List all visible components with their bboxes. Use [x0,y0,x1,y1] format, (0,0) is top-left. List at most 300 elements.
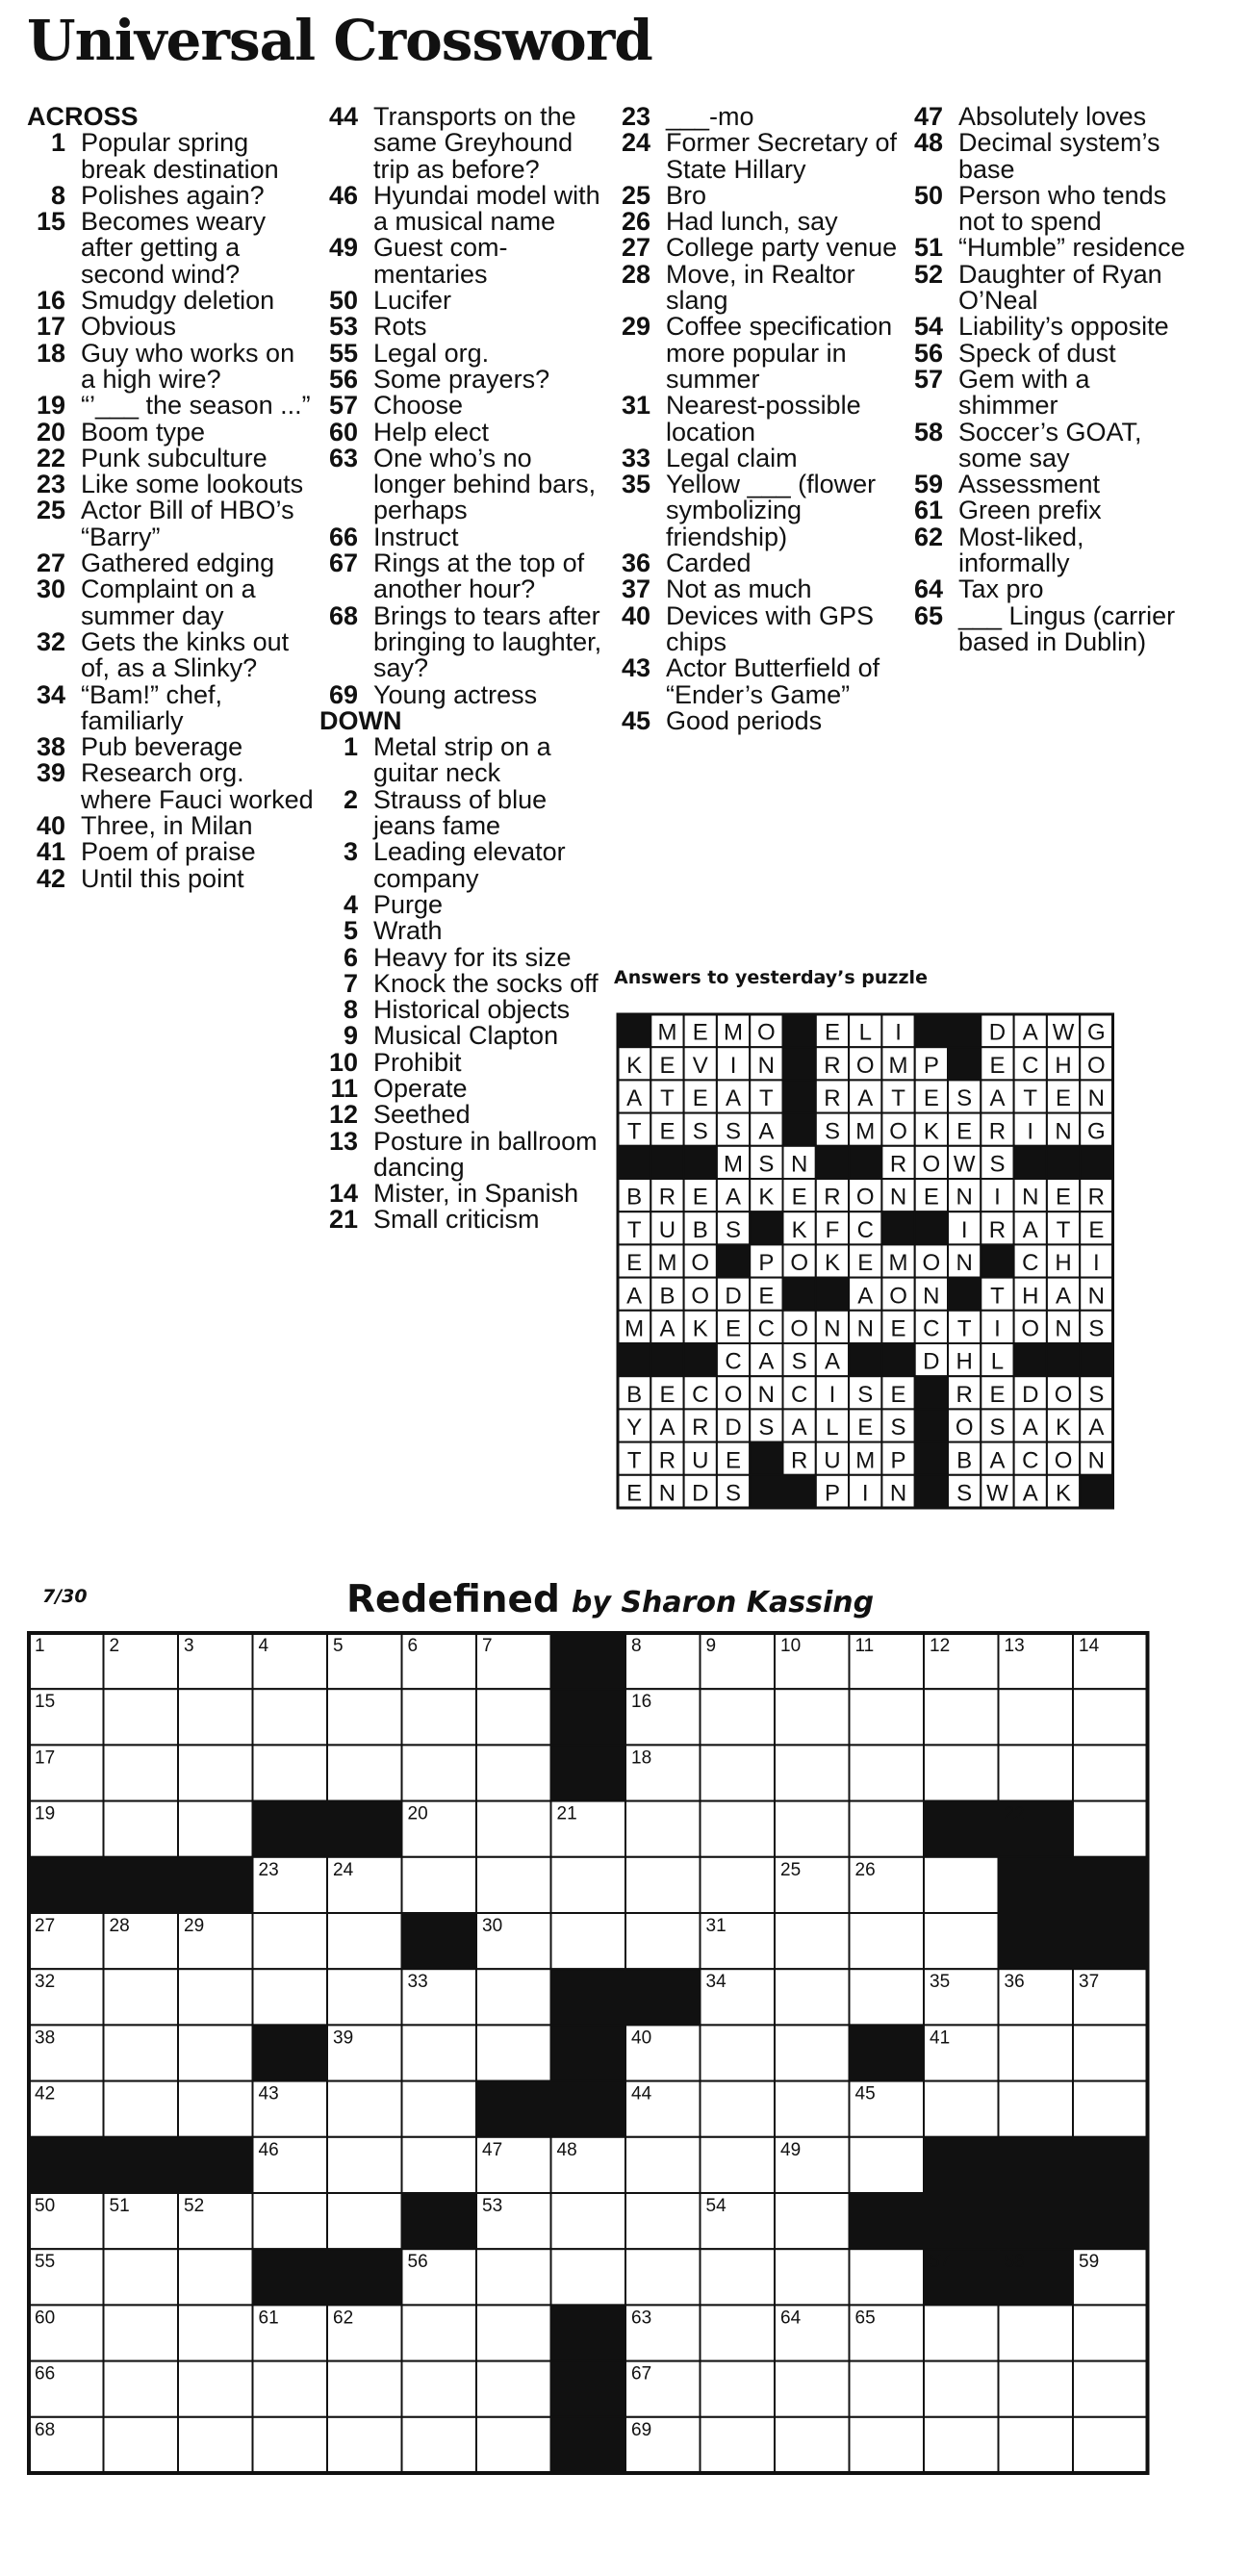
grid-cell[interactable] [402,2305,477,2360]
answer-letter: O [691,1250,710,1277]
clue-text: Legal org. [373,338,490,368]
down-clue-21[interactable] [319,1207,608,1233]
down-clue-61[interactable] [905,497,1193,523]
answer-letter: N [1087,1447,1106,1474]
answer-letter: O [855,1052,875,1079]
grid-cell[interactable] [701,2417,776,2473]
cell-number: 8 [631,1636,642,1656]
clue-column-3 [612,104,901,734]
grid-cell[interactable] [1073,2361,1148,2417]
answer-letter: S [692,1118,708,1145]
cell-number: 3 [184,1636,194,1656]
grid-cell[interactable] [999,2305,1074,2360]
clue-text: Liability’s opposite [958,312,1169,342]
black-square [924,1801,999,1857]
down-clue-14[interactable] [319,1181,608,1207]
cell-number: 65 [854,2308,876,2329]
grid-cell[interactable] [104,1689,179,1745]
cell-number: 69 [631,2419,652,2440]
grid-cell[interactable] [701,1801,776,1857]
down-clue-64[interactable] [905,576,1193,602]
clue-column-4 [905,104,1193,655]
grid-cell[interactable] [476,2417,551,2473]
grid-cell[interactable] [924,2417,999,2473]
across-clue-55[interactable] [319,338,608,368]
grid-cell[interactable] [104,2081,179,2137]
across-clue-22[interactable] [27,443,316,472]
clue-number: 25 [621,180,650,210]
grid-cell[interactable] [476,2305,551,2360]
across-clue-44[interactable] [319,104,608,183]
across-clue-42[interactable] [27,863,316,893]
down-clue-47[interactable] [905,104,1193,130]
grid-cell[interactable] [178,2025,253,2080]
across-clue-32[interactable] [27,626,316,683]
down-clue-1[interactable] [319,734,608,787]
across-clue-25[interactable] [27,497,316,550]
answer-letter: S [989,1151,1006,1178]
grid-cell[interactable] [402,2081,477,2137]
grid-cell[interactable] [999,2081,1074,2137]
grid-cell[interactable] [850,1689,925,1745]
answers-heading: Answers to yesterday’s puzzle [614,967,928,988]
grid-cell[interactable] [701,1689,776,1745]
answer-letter: D [988,1019,1007,1046]
grid-cell[interactable] [625,1801,701,1857]
clue-text: Hyundai model with a musical name [373,180,600,237]
grid-cell[interactable] [775,1801,850,1857]
clue-number: 42 [36,863,65,893]
grid-cell[interactable] [178,1745,253,1800]
grid-cell[interactable] [775,2081,850,2137]
clue-text: Heavy for its size [373,942,572,972]
down-clue-27[interactable] [612,235,901,261]
down-clue-13[interactable] [319,1126,608,1182]
grid-cell[interactable] [1073,1745,1148,1800]
clue-number: 58 [913,417,943,446]
black-square [253,2249,328,2305]
grid-cell[interactable] [327,1913,402,1969]
answer-letter: B [692,1216,708,1243]
grid-cell[interactable] [850,1913,925,1969]
clue-number: 48 [913,128,943,158]
answer-letter: O [955,1415,974,1441]
grid-cell[interactable] [402,1745,477,1800]
grid-cell[interactable] [850,1801,925,1857]
across-clue-57[interactable] [319,393,608,419]
answer-letter: N [889,1480,907,1507]
grid-cell[interactable] [178,2249,253,2305]
grid-cell[interactable] [402,2417,477,2473]
clue-text: Obvious [81,312,177,342]
black-square [881,1343,914,1376]
grid-cell[interactable] [253,2193,328,2249]
clue-text: Good periods [666,705,823,735]
grid-cell[interactable] [924,1689,999,1745]
grid-cell[interactable] [402,2137,477,2193]
grid-cell[interactable] [476,1745,551,1800]
grid-cell[interactable] [476,1689,551,1745]
black-square [551,1689,626,1745]
grid-cell[interactable] [850,2249,925,2305]
down-clue-65[interactable] [905,600,1193,656]
answer-letter: N [824,1315,841,1342]
answer-letter: E [726,1315,742,1342]
down-clue-59[interactable] [905,472,1193,497]
grid-cell[interactable] [999,2361,1074,2417]
clue-text: Instruct [373,522,459,551]
answer-letter: A [726,1184,742,1211]
across-clue-16[interactable] [27,288,316,314]
grid-cell[interactable] [178,2417,253,2473]
down-clue-50[interactable] [905,180,1193,237]
across-clue-17[interactable] [27,314,316,340]
across-clue-15[interactable] [27,209,316,288]
down-clue-24[interactable] [612,130,901,183]
across-clue-46[interactable] [319,180,608,237]
answer-letter: H [1055,1052,1072,1079]
grid-cell[interactable] [178,2361,253,2417]
clue-text: Person who tends not to spend [958,180,1167,237]
grid-cell[interactable] [327,1745,402,1800]
answer-letter: S [857,1381,874,1408]
grid-cell[interactable] [775,1913,850,1969]
down-clue-12[interactable] [319,1102,608,1128]
grid-cell[interactable] [476,1801,551,1857]
answer-letter: E [659,1118,675,1145]
grid-cell[interactable] [701,2249,776,2305]
answer-letter: B [626,1184,643,1211]
grid-cell[interactable] [625,1857,701,1913]
down-clue-40[interactable] [612,600,901,656]
grid-cell[interactable] [701,2305,776,2360]
crossword-grid[interactable] [27,1631,1150,2480]
clue-text: Carded [666,548,752,578]
grid-cell[interactable] [924,1745,999,1800]
down-clue-11[interactable] [319,1073,608,1103]
grid-cell[interactable] [327,2417,402,2473]
grid-cell[interactable] [1073,2025,1148,2080]
grid-cell[interactable] [850,2361,925,2417]
answer-letter: D [725,1415,742,1441]
answer-letter: W [986,1480,1008,1507]
clue-number: 1 [50,128,65,158]
answer-letter: R [988,1118,1007,1145]
answer-letter: I [1027,1118,1034,1145]
down-clue-37[interactable] [612,576,901,602]
cell-number: 54 [705,2196,726,2216]
grid-cell[interactable] [1073,1689,1148,1745]
down-clue-8[interactable] [319,997,608,1023]
grid-cell[interactable] [701,2361,776,2417]
down-clue-2[interactable] [319,784,608,841]
grid-cell[interactable] [999,2417,1074,2473]
grid-cell[interactable] [775,1689,850,1745]
across-clue-30[interactable] [27,576,316,629]
clue-text: Three, in Milan [81,811,253,841]
answer-letter: A [1022,1216,1038,1243]
grid-cell[interactable] [476,2025,551,2080]
grid-cell[interactable] [402,1857,477,1913]
down-clue-9[interactable] [319,1023,608,1049]
down-clue-25[interactable] [612,180,901,210]
grid-cell[interactable] [1073,2417,1148,2473]
down-clue-10[interactable] [319,1047,608,1077]
grid-cell[interactable] [402,2025,477,2080]
grid-cell[interactable] [253,1913,328,1969]
grid-cell[interactable] [253,2361,328,2417]
across-clue-50[interactable] [319,288,608,314]
across-clue-63[interactable] [319,443,608,525]
grid-cell[interactable] [402,1689,477,1745]
grid-cell[interactable] [327,2081,402,2137]
clue-number: 61 [913,496,943,525]
answer-letter: N [1087,1283,1106,1310]
down-clue-45[interactable] [612,705,901,735]
answer-letter: L [990,1348,1005,1375]
answer-letter: E [692,1184,708,1211]
down-clue-6[interactable] [319,942,608,972]
grid-cell[interactable] [850,1969,925,2025]
answer-letter: A [989,1447,1006,1474]
grid-cell[interactable] [625,2249,701,2305]
black-square [1073,1913,1148,1969]
grid-cell[interactable] [178,1801,253,1857]
down-clue-29[interactable] [612,314,901,393]
grid-cell[interactable] [253,1689,328,1745]
across-clue-67[interactable] [319,550,608,603]
grid-cell[interactable] [775,1969,850,2025]
answer-letter: I [828,1381,836,1408]
answer-letter: T [891,1085,905,1112]
answer-letter: K [692,1315,708,1342]
grid-cell[interactable] [924,1913,999,1969]
grid-cell[interactable] [850,1745,925,1800]
down-clue-26[interactable] [612,209,901,235]
cell-number: 56 [407,2252,428,2273]
grid-cell[interactable] [104,2025,179,2080]
grid-cell[interactable] [551,2249,626,2305]
across-clue-18[interactable] [27,338,316,394]
across-clue-49[interactable] [319,235,608,288]
answer-letter: M [855,1118,876,1145]
grid-cell[interactable] [924,2081,999,2137]
down-clue-28[interactable] [612,259,901,316]
grid-cell[interactable] [104,1969,179,2025]
grid-cell[interactable] [104,1745,179,1800]
across-clue-41[interactable] [27,839,316,865]
answer-letter: E [692,1085,708,1112]
clue-number: 16 [36,286,65,316]
clue-number: 30 [36,574,65,604]
down-clue-3[interactable] [319,839,608,892]
down-clue-7[interactable] [319,968,608,998]
clue-text: Gathered edging [81,548,275,578]
across-clue-68[interactable] [319,600,608,683]
down-clue-51[interactable] [905,235,1193,261]
black-square [850,2025,925,2080]
across-clue-19[interactable] [27,393,316,419]
down-clue-33[interactable] [612,443,901,472]
grid-cell[interactable] [999,1689,1074,1745]
cell-number: 9 [705,1636,717,1656]
across-clue-34[interactable] [27,679,316,735]
grid-cell[interactable] [476,2249,551,2305]
down-clue-62[interactable] [905,524,1193,577]
across-clue-27[interactable] [27,550,316,576]
grid-cell[interactable] [327,1689,402,1745]
down-clue-56[interactable] [905,338,1193,368]
grid-cell[interactable] [1073,2081,1148,2137]
across-clue-40[interactable] [27,813,316,839]
grid-cell[interactable] [327,2361,402,2417]
down-clue-23[interactable] [612,104,901,130]
grid-cell[interactable] [104,2249,179,2305]
grid-cell[interactable] [1073,2305,1148,2360]
black-square [1080,1475,1112,1508]
grid-cell[interactable] [924,1857,999,1913]
grid-cell[interactable] [104,2417,179,2473]
down-clue-57[interactable] [905,364,1193,421]
grid-cell[interactable] [104,1801,179,1857]
down-clue-5[interactable] [319,918,608,944]
clue-number: 4 [343,889,358,919]
grid-cell[interactable] [625,2137,701,2193]
grid-cell[interactable] [701,1745,776,1800]
down-clue-54[interactable] [905,314,1193,340]
across-clue-38[interactable] [27,734,316,760]
down-clue-48[interactable] [905,130,1193,183]
grid-cell[interactable] [775,2417,850,2473]
grid-cell[interactable] [775,2193,850,2249]
grid-cell[interactable] [476,1969,551,2025]
grid-cell[interactable] [327,1969,402,2025]
clue-number: 14 [328,1179,358,1209]
clue-number: 5 [343,916,358,946]
across-clue-66[interactable] [319,524,608,550]
cell-number: 66 [35,2363,56,2385]
grid-cell[interactable] [850,2137,925,2193]
answer-letter: C [757,1315,776,1342]
clue-text: Until this point [81,863,244,893]
down-clue-4[interactable] [319,889,608,919]
grid-cell[interactable] [327,2193,402,2249]
answer-letter: C [856,1216,874,1243]
grid-cell[interactable] [476,1857,551,1913]
clue-text: ___ Lingus (carrier based in Dublin) [958,600,1176,656]
grid-cell[interactable] [476,2361,551,2417]
across-clue-60[interactable] [319,417,608,446]
grid-cell[interactable] [701,1857,776,1913]
clue-number: 62 [913,522,943,551]
answer-letter: A [659,1415,675,1441]
cell-number: 23 [258,1859,279,1880]
clue-text: Brings to tears after bringing to laughter, say? [373,600,602,683]
across-clue-20[interactable] [27,417,316,446]
grid-cell[interactable] [551,2193,626,2249]
across-clue-1[interactable] [27,130,316,183]
answer-letter: T [990,1283,1005,1310]
down-clue-43[interactable] [612,655,901,708]
clue-text: Operate [373,1073,468,1103]
down-clue-31[interactable] [612,393,901,446]
grid-cell[interactable] [999,2025,1074,2080]
grid-cell[interactable] [999,1745,1074,1800]
across-clue-53[interactable] [319,314,608,340]
answer-letter: T [759,1085,774,1112]
grid-cell[interactable] [1073,1801,1148,1857]
grid-cell[interactable] [178,2081,253,2137]
black-square [915,1211,948,1244]
answer-letter: M [624,1315,645,1342]
across-clue-23[interactable] [27,472,316,497]
grid-cell[interactable] [253,1969,328,2025]
grid-cell[interactable] [551,1913,626,1969]
grid-cell[interactable] [402,2361,477,2417]
answer-letter: R [988,1216,1007,1243]
cell-number: 64 [780,2308,802,2329]
grid-cell[interactable] [551,1857,626,1913]
answer-letter: S [726,1118,742,1145]
grid-cell[interactable] [253,1745,328,1800]
grid-cell[interactable] [178,1969,253,2025]
across-clue-39[interactable] [27,760,316,813]
clue-text: Green prefix [958,496,1102,525]
grid-cell[interactable] [701,2025,776,2080]
black-square [750,1475,782,1508]
grid-cell[interactable] [775,1745,850,1800]
down-clue-36[interactable] [612,550,901,576]
across-clue-56[interactable] [319,364,608,394]
grid-cell[interactable] [625,1913,701,1969]
answer-letter: O [790,1315,808,1342]
grid-cell[interactable] [178,1689,253,1745]
cell-number: 58 [1004,2252,1025,2273]
grid-cell[interactable] [850,2417,925,2473]
grid-cell[interactable] [625,2193,701,2249]
grid-cell[interactable] [924,2305,999,2360]
grid-cell[interactable] [104,2361,179,2417]
down-clue-58[interactable] [905,417,1193,472]
black-square [625,1969,701,2025]
clue-number: 15 [36,207,65,237]
grid-cell[interactable] [104,2305,179,2360]
grid-cell[interactable] [253,2417,328,2473]
down-clue-35[interactable] [612,472,901,550]
grid-cell[interactable] [924,2361,999,2417]
grid-cell[interactable] [701,2137,776,2193]
grid-cell[interactable] [178,2305,253,2360]
grid-cell[interactable] [775,2361,850,2417]
answer-letter: A [726,1085,742,1112]
answer-letter: M [724,1019,744,1046]
answer-letter: T [626,1447,642,1474]
clue-text: College party venue [666,233,898,263]
across-clue-8[interactable] [27,180,316,210]
across-clue-69[interactable] [319,679,608,709]
grid-cell[interactable] [701,2081,776,2137]
clue-text: Former Secretary of State Hillary [666,128,898,184]
answer-letter: D [692,1480,709,1507]
puzzle-date: 7/30 [42,1586,88,1607]
grid-cell[interactable] [775,2025,850,2080]
clue-text: “Bam!” chef, familiarly [81,679,223,735]
grid-cell[interactable] [327,2137,402,2193]
grid-cell[interactable] [775,2249,850,2305]
black-square [1073,1857,1148,1913]
down-clue-52[interactable] [905,259,1193,316]
answer-letter: V [692,1052,708,1079]
